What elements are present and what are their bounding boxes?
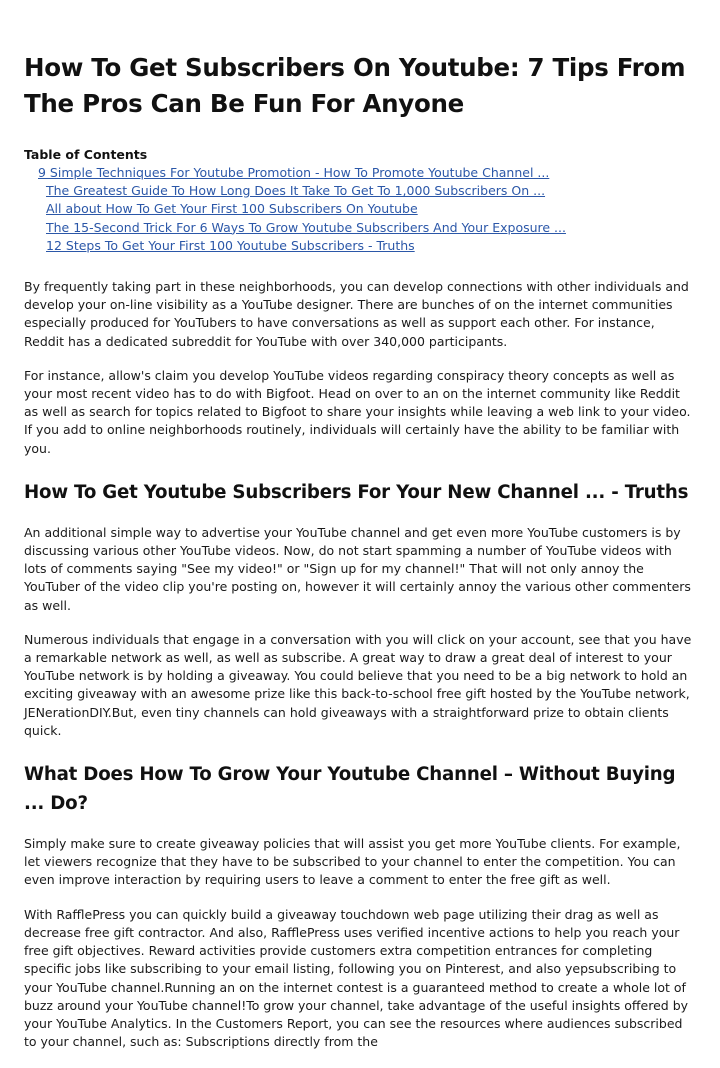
article-title: How To Get Subscribers On Youtube: 7 Tips From The Pros Can Be Fun For Anyone [24,53,686,118]
body-paragraph: By frequently taking part in these neighborhoods, you can develop connections with other individuals and develop your on-line visibility as a YouTube designer. There are bunches of on the internet communities especially produced for YouTubers to have conversations as well as support each other. For instance, Reddit has a dedicated subreddit for YouTube with over 340,000 participants. [24,279,689,349]
toc-link[interactable]: 9 Simple Techniques For Youtube Promotion - How To Promote Youtube Channel ... [38,165,550,180]
table-of-contents [24,146,696,255]
toc-link[interactable]: The Greatest Guide To How Long Does It Take To Get To 1,000 Subscribers On ... [46,183,546,199]
body-paragraph: For instance, allow's claim you develop YouTube videos regarding conspiracy theory concepts as well as your most recent video has to do with Bigfoot. Head on over to an on the internet community like Reddit as well as search for topics related to Bigfoot to share your insights while leaving a web link to your video. If you add to online neighborhoods routinely, individuals will certainly have the ability to be familiar with you. [24,367,691,456]
toc-list [24,164,696,255]
toc-link[interactable]: All about How To Get Your First 100 Subscribers On Youtube [46,201,418,217]
body-paragraph: Simply make sure to create giveaway policies that will assist you get more YouTube clients. For example, let viewers recognize that they have to be subscribed to your channel to enter the competition. You can even improve interaction by requiring users to leave a comment to enter the free gift as well. [24,836,681,888]
toc-link[interactable]: The 15-Second Trick For 6 Ways To Grow Youtube Subscribers And Your Exposure ... [46,219,566,235]
body-paragraph: An additional simple way to advertise your YouTube channel and get even more YouTube customers is by discussing various other YouTube videos. Now, do not start spamming a number of YouTube videos with lots of comments saying "See my video!" or "Sign up for my channel!" That will not only annoy the YouTuber of the video clip you're posting on, however it will certainly annoy the various other commenters as well. [24,524,691,613]
document-page [0,50,720,1051]
toc-item [24,200,696,218]
toc-item [24,219,696,237]
toc-item [24,164,696,182]
toc-link[interactable]: 12 Steps To Get Your First 100 Youtube Subscribers - Truths [46,237,415,253]
body-paragraph: With RafflePress you can quickly build a giveaway touchdown web page utilizing their drag as well as decrease free gift contractor. And also, RafflePress uses verified incentive actions to help you reach your free gift objectives. Reward activities provide customers extra competition entrances for completing specific jobs like subscribing to your email listing, following you on Pinterest, and also yepsubscribing to your YouTube channel.Running an on the internet contest is a guaranteed method to create a whole lot of buzz around your YouTube channel!To grow your channel, take advantage of the useful insights offered by your YouTube Analytics. In the Customers Report, you can see the resources where audiences subscribed to your channel, such as: Subscriptions directly from the [24,906,689,1050]
body-paragraph: Numerous individuals that engage in a conversation with you will click on your account, see that you have a remarkable network as well, as well as subscribe. A great way to draw a great deal of interest to your YouTube network is by holding a giveaway. You could believe that you need to be a big network to hold an exciting giveaway with an awesome prize like this back-to-school free gift hosted by the YouTube network, JENerationDIY.But, even tiny channels can hold giveaways with a straightforward prize to obtain clients quick. [24,631,692,738]
toc-heading: Table of Contents [24,147,148,162]
toc-item [24,237,696,255]
section-heading: How To Get Youtube Subscribers For Your New Channel ... - Truths [24,481,689,503]
section-heading: What Does How To Grow Your Youtube Channel – Without Buying ... Do? [24,764,676,815]
toc-item [24,182,696,200]
